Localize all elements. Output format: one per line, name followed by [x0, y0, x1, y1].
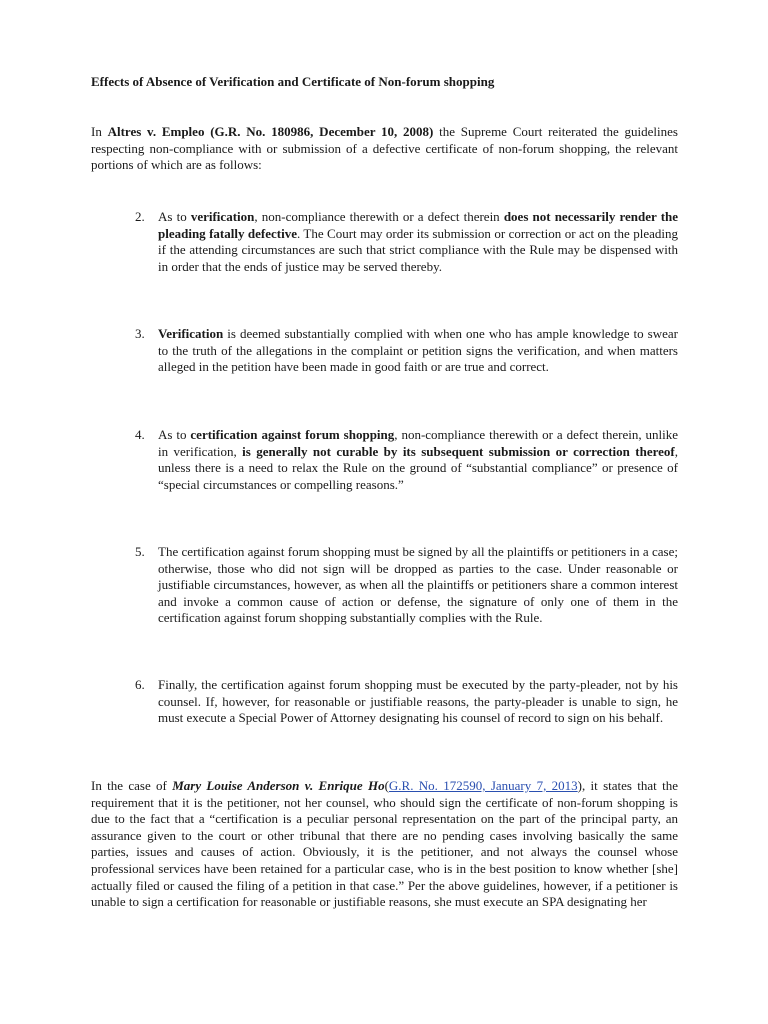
list-item-body	[158, 209, 678, 275]
list-item-number: 3.	[135, 326, 145, 341]
outro-pre: In the case of	[91, 778, 173, 793]
document-title: Effects of Absence of Verification and Certificate of Non-forum shopping	[91, 74, 495, 89]
list-item-4	[135, 427, 678, 493]
outro-post: ), it states that the requirement that it is the petitioner, not her counsel, who should sign the certificate of non-forum shopping is due to the fact that a “certification is a peculiar personal representation on the part of the principal party, an assurance given to the court or other tribunal that there are no pending cases involving basically the same parties, issues and causes of action. Obviously, it is the petitioner, and not always the counsel whose professional services have been retained for a particular case, who is in the best position to know whether [she] actually filed or caused the filing of a petition in that case.” Per the above guidelines, however, if a petitioner is unable to sign a certification for reasonable or justifiable reasons, she must execute an SPA designating her	[91, 778, 678, 910]
item-text: As to	[158, 209, 191, 224]
list-item-number: 5.	[135, 544, 145, 559]
item-text: , non-compliance therewith or a defect therein	[254, 209, 504, 224]
item-bold: Verification	[158, 326, 224, 341]
intro-case-citation: Altres v. Empleo (G.R. No. 180986, December 10, 2008)	[107, 124, 434, 139]
list-item-5	[135, 544, 678, 627]
intro-pre: In	[91, 124, 108, 139]
item-text: , unless there is a need to relax the Rule on the ground of “substantial compliance” or presence of “special circumstances or compelling reasons.”	[158, 443, 679, 492]
intro-paragraph	[91, 124, 678, 174]
item-bold: does not necessarily render the pleading fatally defective	[158, 209, 679, 241]
item-text: The certification against forum shopping must be signed by all the plaintiffs or petitioners in a case; otherwise, those who did not sign will be dropped as parties to the case. Under reasonable or justifiable circumstances, however, as when all the plaintiffs or petitioners share a common interest and invoke a common cause of action or defense, the signature of only one of them in the certification against forum shopping substantially complies with the Rule.	[158, 544, 678, 626]
list-item-2	[135, 209, 678, 275]
item-bold: is generally not curable by its subsequent submission or correction thereof	[242, 443, 675, 459]
item-text: As to	[158, 427, 191, 442]
case-citation-link[interactable]: G.R. No. 172590, January 7, 2013	[388, 778, 578, 793]
list-item-6	[135, 677, 678, 727]
item-text: is deemed substantially complied with when one who has ample knowledge to swear to the truth of the allegations in the complaint or petition signs the verification, and when matters alleged in the petition have been made in good faith or are true and correct.	[158, 326, 678, 375]
list-item-number: 4.	[135, 427, 145, 442]
outro-paragraph	[91, 778, 678, 911]
item-bold: certification against forum shopping	[190, 427, 395, 442]
list-item-3	[135, 326, 678, 376]
item-text: . The Court may order its submission or correction or act on the pleading if the attending circumstances are such that strict compliance with the Rule may be dispensed with in order that the ends of justice may be served thereby.	[158, 225, 678, 274]
list-item-body	[158, 677, 678, 727]
item-bold: verification	[190, 209, 255, 224]
outro-paren: (	[384, 778, 389, 793]
list-item-body	[158, 427, 678, 493]
list-item-number: 2.	[135, 209, 145, 224]
item-text: Finally, the certification against forum shopping must be executed by the party-pleader, not by his counsel. If, however, for reasonable or justifiable reasons, the party-pleader is unable to sign, he must execute a Special Power of Attorney designating his counsel of record to sign on his behalf.	[158, 677, 678, 726]
item-text: , non-compliance therewith or a defect therein, unlike in verification,	[158, 427, 678, 459]
intro-post: the Supreme Court reiterated the guidelines respecting non-compliance with or submission of a defective certificate of non-forum shopping, the relevant portions of which are as follows:	[91, 124, 678, 173]
list-item-body	[158, 326, 678, 376]
outro-case-name: Mary Louise Anderson v. Enrique Ho	[172, 778, 385, 793]
list-item-body	[158, 544, 678, 627]
list-item-number: 6.	[135, 677, 145, 692]
